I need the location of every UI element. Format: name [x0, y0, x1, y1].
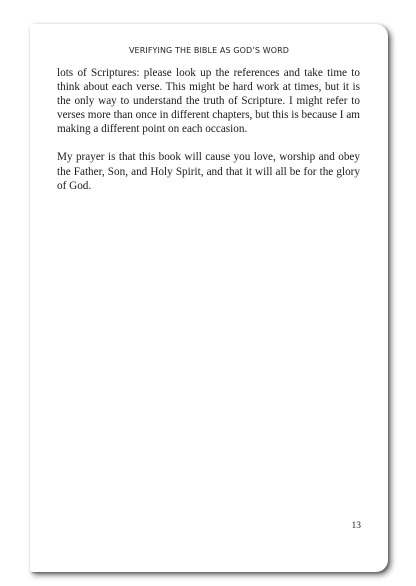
paragraph: My prayer is that this book will cause you love, worship and obey the Father, Son, and Holy Spirit, and that it will all be for the glory of God. [57, 151, 360, 192]
book-page [30, 24, 388, 572]
paragraph: lots of Scriptures: please look up the references and take time to think about each verse. This might be hard work at times, but it is the only way to understand the truth of Scripture. I might refer to verses more than once in different chapters, but this is because I am making a different point on each occasion. [57, 67, 360, 136]
page-number: 13 [351, 521, 361, 531]
running-head: VERIFYING THE BIBLE AS GOD’S WORD [128, 46, 290, 55]
body-text [57, 66, 360, 207]
